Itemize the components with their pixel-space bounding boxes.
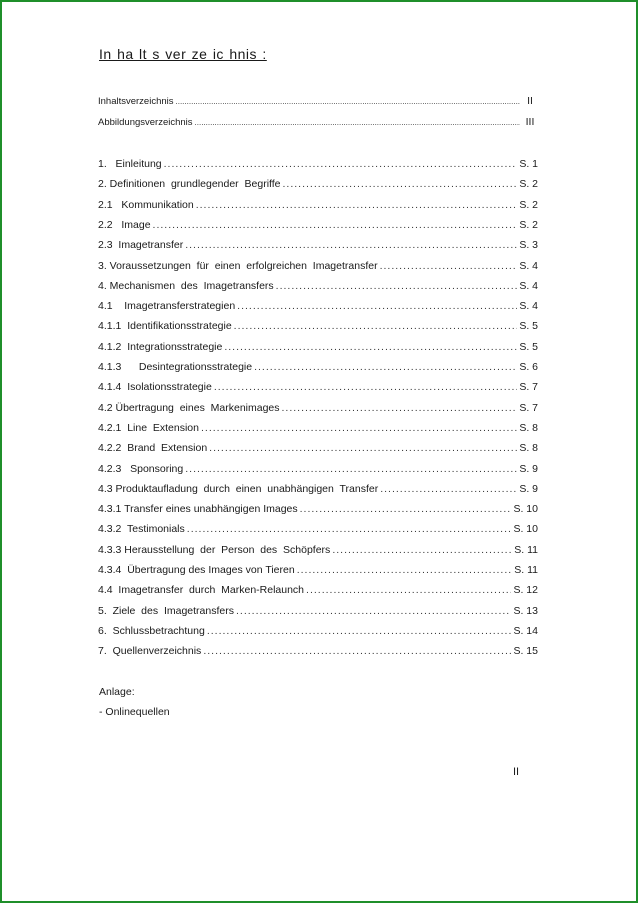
dot-leader [282, 402, 518, 414]
dot-leader [203, 645, 511, 657]
toc-entry-label: 2.1 Kommunikation [98, 198, 194, 211]
dot-leader [283, 178, 518, 190]
toc-entry [98, 625, 538, 637]
toc-entry-label: 4.2.1 Line Extension [98, 421, 199, 434]
toc-entry-page: II [527, 95, 533, 107]
toc-entry [98, 239, 538, 251]
toc-entry-page: S. 9 [519, 482, 538, 495]
toc-entry-page: S. 6 [519, 361, 538, 373]
toc-entry [98, 381, 538, 393]
toc-entry-page: S. 3 [519, 239, 538, 252]
toc-entry-label: Abbildungsverzeichnis [98, 117, 193, 128]
dot-leader [195, 118, 520, 127]
toc-entry-label: 4.2 Übertragung eines Markenimages [98, 401, 280, 414]
dot-leader [234, 320, 518, 332]
appendix-item: - Onlinequellen [99, 706, 170, 718]
toc-entry-label: 1. Einleitung [98, 158, 162, 170]
dot-leader [153, 219, 518, 231]
dot-leader [237, 300, 517, 312]
toc-entry-page: S. 10 [513, 503, 538, 516]
toc-entry-page: S. 11 [514, 564, 538, 576]
dot-leader [306, 584, 511, 596]
toc-entry-label: 4.3.1 Transfer eines unabhängigen Images [98, 503, 298, 516]
dot-leader [254, 361, 517, 373]
toc-entry [98, 523, 538, 535]
toc-entry-label: 2.2 Image [98, 218, 151, 231]
toc-entry-abbildungsverzeichnis [98, 116, 538, 128]
toc-entry-label: 4.3.2 Testimonials [98, 523, 185, 536]
toc-entry-label: 6. Schlussbetrachtung [98, 624, 205, 637]
toc-entry [98, 219, 538, 231]
dot-leader [196, 199, 518, 211]
toc-entry-label: 4.4 Imagetransfer durch Marken-Relaunch [98, 584, 305, 597]
toc-entry [98, 178, 538, 190]
toc-entry-label: 4.1.2 Integrationsstrategie [98, 340, 223, 353]
toc-entry-page: S. 8 [519, 442, 538, 455]
dot-leader [207, 625, 512, 637]
toc-entry-label: 4.3.4 Übertragung des Images von Tieren [98, 564, 295, 576]
toc-entry [98, 361, 538, 373]
toc-entry-inhaltsverzeichnis [98, 95, 538, 107]
toc-entry-label: 4.2.3 Sponsoring [98, 462, 184, 475]
toc-entry-page: S. 1 [519, 158, 538, 170]
toc-entry-page: S. 4 [519, 279, 538, 292]
toc-entry-page: S. 11 [514, 543, 538, 556]
toc-entry-page: S. 2 [519, 198, 538, 211]
toc-entry-label: 2. Definitionen grundlegender Begriffe [98, 178, 281, 191]
toc-entry-page: S. 7 [519, 381, 538, 394]
dot-leader [224, 341, 517, 353]
dot-leader [185, 239, 517, 251]
dot-leader [209, 442, 517, 454]
toc-entry [98, 442, 538, 454]
toc-entry [98, 422, 538, 434]
toc-entry-page: S. 2 [519, 178, 538, 191]
toc-entry-label: 4. Mechanismen des Imagetransfers [98, 279, 274, 292]
toc-entry-label: 4.3 Produktaufladung durch einen unabhängigen Transfer [98, 482, 379, 495]
toc-entry-label: Inhaltsverzeichnis [98, 96, 174, 107]
dot-leader [300, 503, 512, 515]
toc-entry-label: 4.3.3 Herausstellung der Person des Schöpfers [98, 543, 331, 556]
toc-entry-page: S. 7 [519, 401, 538, 414]
dot-leader [276, 280, 518, 292]
toc-entry-page: S. 5 [519, 340, 538, 353]
dot-leader [332, 544, 512, 556]
toc-entry [98, 280, 538, 292]
toc-entry [98, 341, 538, 353]
dot-leader [380, 260, 518, 272]
toc-entry-label: 4.1.3 Desintegrationsstrategie [98, 361, 253, 373]
toc-entry [98, 605, 538, 617]
toc-entry-page: S. 2 [519, 218, 538, 231]
toc-title: In ha lt s ver ze ic hnis : [99, 46, 267, 62]
toc-entry-page: S. 10 [513, 523, 538, 536]
toc-entry-page: S. 14 [513, 624, 538, 637]
dot-leader [380, 483, 517, 495]
dot-leader [185, 463, 517, 475]
toc-entry [98, 564, 538, 576]
toc-entry-page: S. 4 [519, 259, 538, 272]
toc-entry-label: 4.1 Imagetransferstrategien [98, 300, 236, 313]
toc-entry-label: 3. Voraussetzungen für einen erfolgreichen Imagetransfer [98, 259, 378, 272]
toc-entry [98, 483, 538, 495]
toc-entry-page: S. 9 [519, 462, 538, 475]
toc-entry [98, 300, 538, 312]
toc-entry [98, 402, 538, 414]
page-number: II [513, 766, 520, 778]
toc-entry-page: III [525, 116, 535, 128]
toc-entry-page: S. 13 [513, 604, 538, 617]
toc-entry [98, 584, 538, 596]
toc-entry-page: S. 8 [519, 421, 538, 434]
toc-entry [98, 645, 538, 657]
toc-entry-label: 4.2.2 Brand Extension [98, 442, 208, 455]
toc-entry [98, 544, 538, 556]
toc-entry-page: S. 5 [519, 320, 538, 333]
toc-entry-page: S. 4 [519, 300, 538, 313]
dot-leader [214, 381, 517, 393]
toc-entry [98, 503, 538, 515]
toc-entry-label: 4.1.1 Identifikationsstrategie [98, 320, 232, 333]
dot-leader [187, 523, 512, 535]
dot-leader [236, 605, 511, 617]
dot-leader [297, 564, 513, 576]
toc-entry [98, 260, 538, 272]
dot-leader [176, 97, 520, 106]
toc-entry-page: S. 15 [513, 645, 538, 658]
toc-entry [98, 199, 538, 211]
dot-leader [164, 158, 518, 170]
appendix-label: Anlage: [99, 686, 135, 698]
toc-entry-label: 2.3 Imagetransfer [98, 239, 184, 252]
dot-leader [201, 422, 517, 434]
toc-entry [98, 320, 538, 332]
toc-entry-label: 5. Ziele des Imagetransfers [98, 604, 234, 617]
toc-entry [98, 463, 538, 475]
toc-entry-page: S. 12 [513, 584, 538, 597]
toc-entry-label: 7. Quellenverzeichnis [98, 645, 202, 658]
toc-entry [98, 158, 538, 170]
toc-entry-label: 4.1.4 Isolationsstrategie [98, 381, 212, 394]
